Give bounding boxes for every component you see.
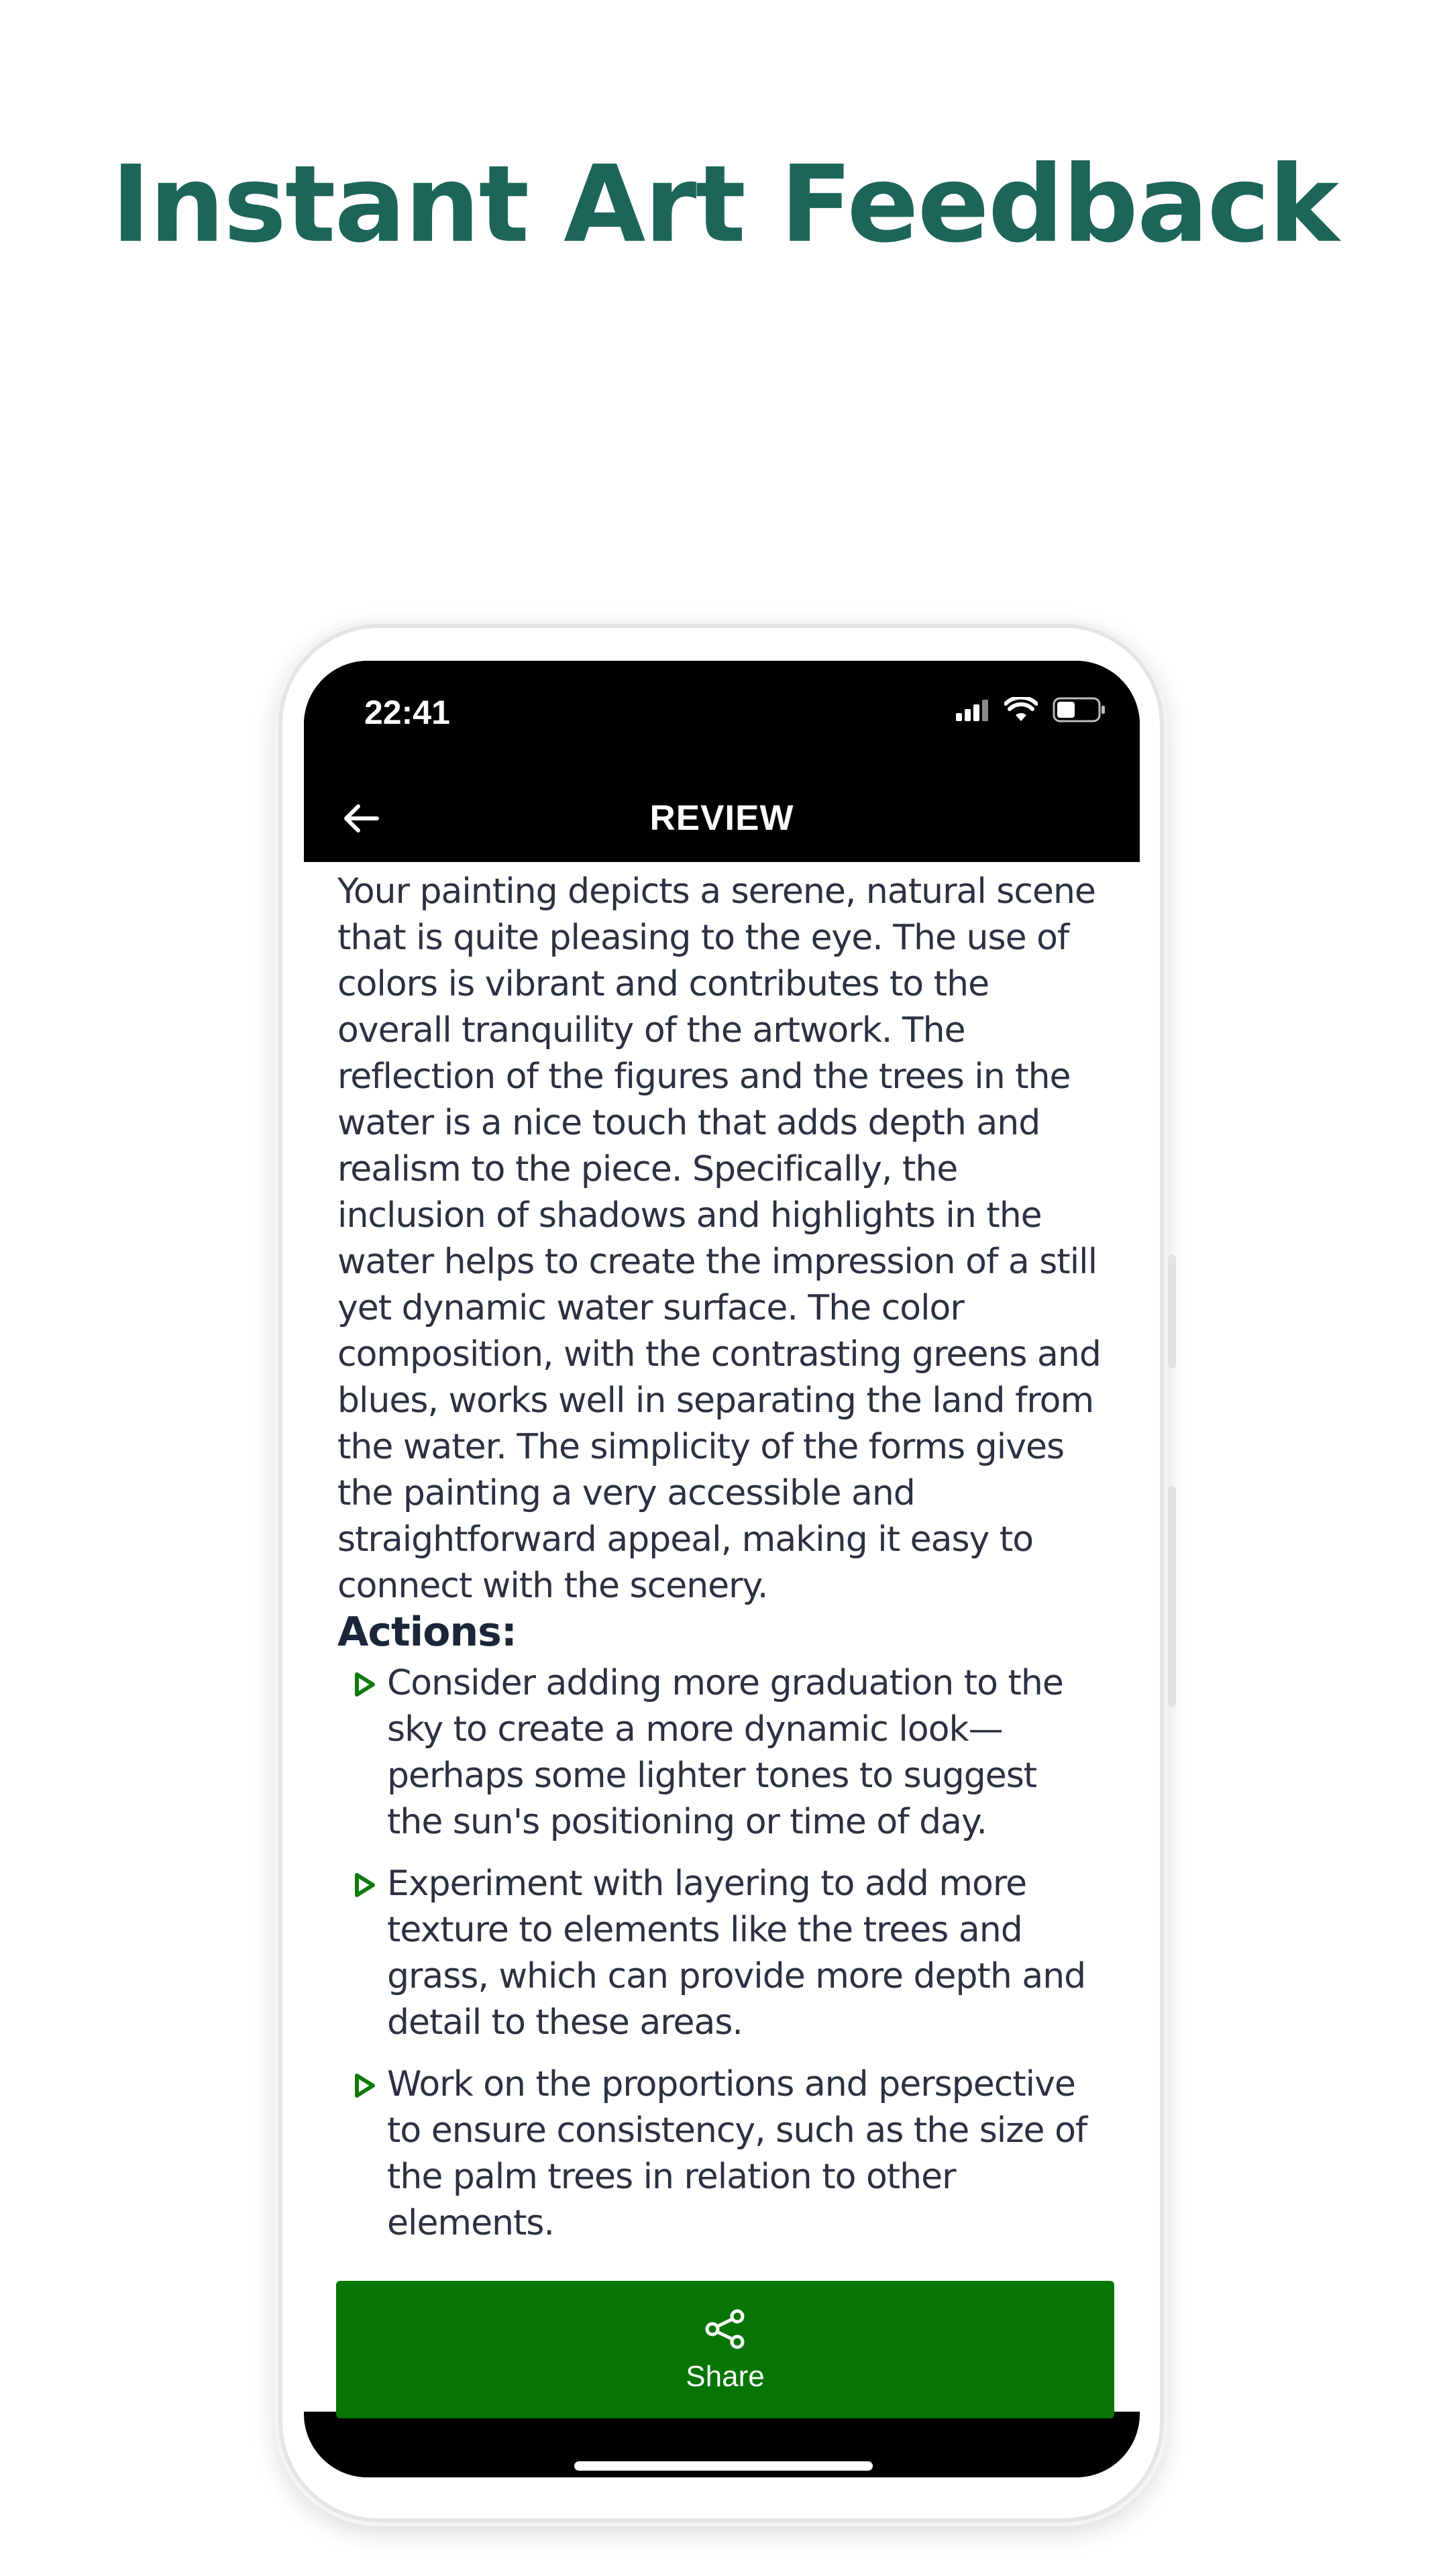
action-line: texture to elements like the trees and: [387, 1910, 1022, 1950]
phone-side-button: [1168, 1486, 1176, 1707]
review-line: colors is vibrant and contributes to the: [337, 964, 989, 1004]
action-line: Work on the proportions and perspective: [387, 2064, 1075, 2104]
review-line: inclusion of shadows and highlights in the: [337, 1195, 1042, 1236]
action-line: the palm trees in relation to other: [387, 2157, 956, 2197]
share-label: Share: [686, 2360, 765, 2393]
action-line: Experiment with layering to add more: [387, 1864, 1027, 1904]
action-line: detail to these areas.: [387, 2002, 743, 2043]
signal-icon: [956, 698, 989, 724]
status-time: 22:41: [364, 694, 450, 731]
status-bar: [304, 661, 1140, 775]
actions-list: [337, 1660, 1122, 2262]
action-line: grass, which can provide more depth and: [387, 1956, 1086, 1996]
actions-heading: Actions:: [337, 1609, 517, 1656]
review-line: the water. The simplicity of the forms gives: [337, 1427, 1065, 1467]
action-line: to ensure consistency, such as the size of: [387, 2110, 1087, 2151]
home-indicator[interactable]: [574, 2461, 873, 2471]
action-line: the sun's positioning or time of day.: [387, 1802, 987, 1842]
review-line: composition, with the contrasting greens and: [337, 1334, 1101, 1375]
action-line: perhaps some lighter tones to suggest: [387, 1756, 1037, 1796]
action-line: sky to create a more dynamic look—: [387, 1709, 1003, 1750]
phone-side-button: [1168, 1254, 1176, 1368]
review-line: the painting a very accessible and: [337, 1473, 915, 1513]
review-line: connect with the scenery.: [337, 1566, 768, 1606]
app-header: [304, 775, 1140, 862]
play-outline-icon: [351, 1872, 378, 1898]
review-text: [337, 869, 1116, 1609]
review-line: water is a nice touch that adds depth and: [337, 1103, 1040, 1143]
action-line: Consider adding more graduation to the: [387, 1663, 1063, 1703]
review-line: water helps to create the impression of a still: [337, 1242, 1097, 1282]
promo-headline: Instant Art Feedback: [111, 143, 1338, 266]
action-item: [337, 1660, 1122, 1845]
review-line: overall tranquility of the artwork. The: [337, 1010, 965, 1051]
battery-icon: [1053, 697, 1106, 726]
play-outline-icon: [351, 1671, 378, 1698]
action-item: [337, 2061, 1122, 2247]
phone-screen: [304, 661, 1140, 2477]
review-content[interactable]: [304, 862, 1140, 2412]
share-button[interactable]: [336, 2281, 1114, 2418]
review-line: yet dynamic water surface. The color: [337, 1288, 964, 1328]
wifi-icon: [1004, 697, 1038, 726]
status-icons: [956, 694, 1106, 728]
review-line: realism to the piece. Specifically, the: [337, 1149, 958, 1189]
review-line: Your painting depicts a serene, natural scene: [337, 871, 1095, 912]
review-line: that is quite pleasing to the eye. The use of: [337, 918, 1069, 958]
review-line: reflection of the figures and the trees in the: [337, 1057, 1071, 1097]
share-icon: [704, 2309, 747, 2349]
review-line: straightforward appeal, making it easy to: [337, 1519, 1034, 1560]
page-title: REVIEW: [649, 798, 794, 838]
review-line: blues, works well in separating the land from: [337, 1381, 1094, 1421]
play-outline-icon: [351, 2072, 378, 2099]
action-item: [337, 1861, 1122, 2046]
bottom-bar: [304, 2418, 1140, 2477]
action-line: elements.: [387, 2203, 555, 2243]
